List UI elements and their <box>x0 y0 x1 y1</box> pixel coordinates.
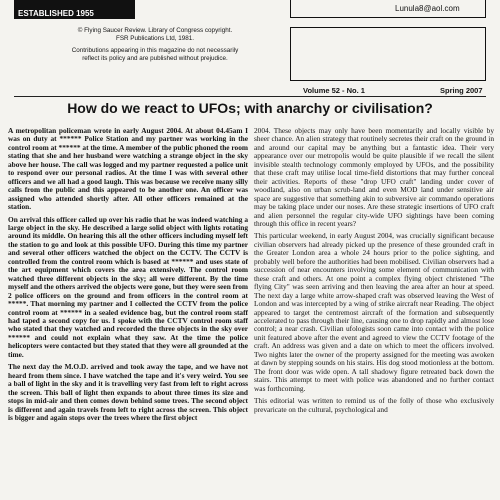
paragraph: The next day the M.O.D. arrived and took away the tape, and we have not heard from them since. I have watched the tape and it's very weird. You see a ball of light in the sky and it is travelling very fast from left to right across the screen. This ball of light then expands to about three times its size and stops in mid-air and then comes down behind some trees. The second object is different and again travels from left to right across the screen. This object is bigger and again stops over the trees where the first object <box>8 362 248 422</box>
paragraph: A metropolitan policeman wrote in early August 2004. At about 04.45am I was on duty at ****** Police Station and my partner was working in the control room at ****** at the time. A member of the public phoned the room stating that she and her husband were watching a strange object in the sky above her house. The call was logged and my partner requested a police unit to respond over our personal radios. At the time I was with several other officers and we all had a good laugh. This was because we receive many silly calls from the public and this appeared to be another one. An officer was assigned who attended shortly after. All other officers remained at the station. <box>8 127 248 212</box>
contact-email: Lunula8@aol.com <box>395 4 460 13</box>
volume-number: Volume 52 - No. 1 <box>303 86 365 95</box>
copyright-line: © Flying Saucer Review. Library of Congress copyright. <box>77 27 233 34</box>
copyright-line: FSR Publications Ltd, 1981. <box>115 34 195 42</box>
article-left-column <box>8 127 248 500</box>
copyright-line: Contributions appearing in this magazine do not necessarily <box>71 47 239 55</box>
article-headline: How do we react to UFOs; with anarchy or civilisation? <box>67 100 433 116</box>
copyright-notice <box>60 27 250 62</box>
established-banner: ESTABLISHED 1955 <box>14 8 135 19</box>
paragraph: This editorial was written to remind us of the folly of those who exclusively prevaricate on the cultural, psychological and <box>254 396 494 414</box>
issue-frame <box>290 27 486 81</box>
paragraph: On arrival this officer called up over his radio that he was indeed watching a large object in the sky. He described a large solid object with lights rotating around its middle. On hearing this all the other officers including myself left the station to go and look at this possible UFO. During this time my partner and several other officers watched the object on the CCTV. The CCTV is controlled from the control room which is based at ****** and uses state of the art equipment which covers the area extensively. The control room watched three different objects in the sky; all were different. By the time myself and the others arrived the objects were gone, but they were seen from 2 police officers on the ground and from officers in the control room at *****. That morning my partner and I collected the CCTV from the police control room at ****** in a sealed evidence bag, but the control room staff had taped a second copy for us. I spoke with the CCTV control room staff who stated that they watched and recorded the three objects in the sky over ****** and could not explain what they saw. At the time the police helicopters were contacted but they stated that they were all grounded at the time. <box>8 214 248 359</box>
article-right-column <box>254 127 494 500</box>
divider <box>14 96 486 97</box>
copyright-line: reflect its policy and are published without prejudice. <box>82 54 228 62</box>
logo <box>14 0 135 8</box>
paragraph: This particular weekend, in early August 2004, was crucially significant because civilian observers had already picked up the presence of these grounded craft in the Greater London area a whole 24 hours prior to the police sighting, and probably well before the authorities had been mobilised. Civilian observers had a succession of near encounters involving some element of communication with these craft and others. At one point a complex flying object christened "The flying City" was seen arriving and then leaving the area after an hour at speed. The next day a large white arrow-shaped craft was observed leaving the West of London and was intercepted by a wing of strike aircraft near Reading. The object appeared to target the centremost aircraft of the formation and subsequently accelerated to pass through their line, causing one to drop rapidly and almost lose control; a near crash. Civilian ufologists soon came into contact with the police unit featured above after the event and agreed to view the CCTV footage of the craft. An address was given and a date on which to meet the officers involved. Two nights later the owner of the property assigned for the meeting was awoken at dawn by stepping sounds on his stairs. His dog stood motionless at the bottom. The front door was wide open. A tall shadowy figure retreated back down the stairs. This attempt to meet with police was abandoned and no further contact was forthcoming. <box>254 231 494 393</box>
paragraph: 2004. These objects may only have been momentarily and locally visible by sheer chance. An alien strategy that routinely secretes their craft on the ground in and around our capital may be anything but a fantastic idea. Their very appearance over our metropolis would be quite plausible if we recall the silent invisible stealth technology commonly employed by UFOs, and the possibility that these craft may utilise local time-field distortions that may further conceal their activities. Reports of these "drop UFO craft" landing under cover of woodland, also on urban scrub-land and even MOD land under sensitive air space are suggestive that something akin to subversive air commando operations may be taking place under our noses. Are these strategic insertions of UFO craft and alien personnel the regular city-wide UFO sightings have been coming through this office in recent years? <box>254 127 494 228</box>
issue-season: Spring 2007 <box>440 86 483 95</box>
